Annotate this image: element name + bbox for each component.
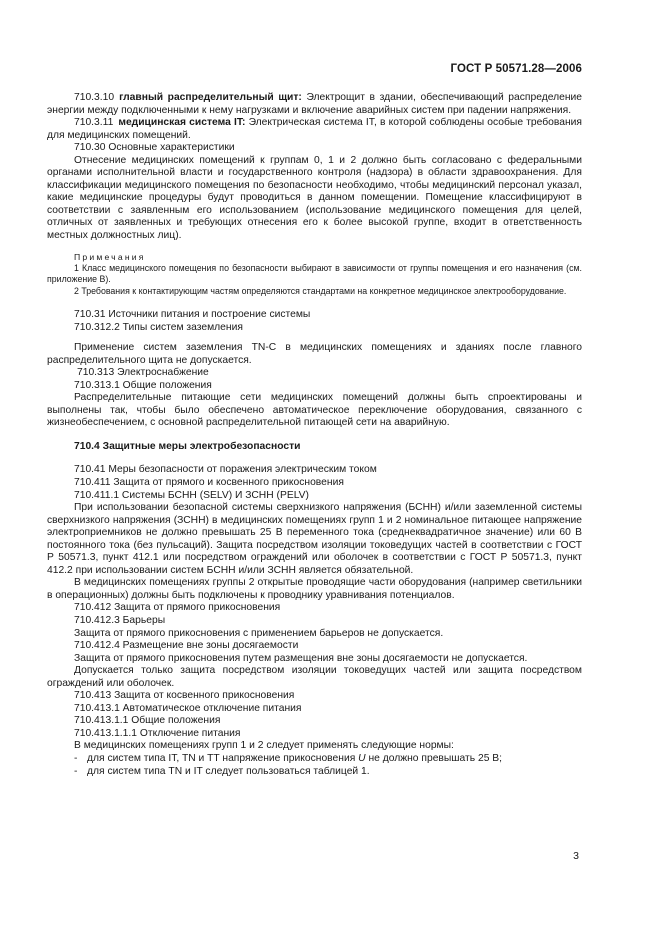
- page-number: 3: [573, 850, 579, 862]
- dash-list-item: [47, 753, 582, 766]
- spacer: [47, 453, 582, 464]
- list-dash: -: [74, 753, 78, 764]
- clause-heading: 710.30 Основные характеристики: [74, 142, 235, 154]
- clause-heading: 710.413 Защита от косвенного прикосновения: [74, 690, 295, 702]
- clause-heading: 710.413.1.1 Общие положения: [74, 715, 221, 727]
- list-dash: -: [74, 765, 78, 777]
- clause-heading: 710.411 Защита от прямого и косвенного прикосновения: [74, 476, 344, 488]
- body-paragraph: Защита от прямого прикосновения путем размещения вне зоны досягаемости не допускается.: [74, 652, 528, 664]
- body-paragraph: В медицинских помещениях группы 2 открытые проводящие части оборудования (например светильники в операционных) должны быть подключены к проводнику уравнивания потенциалов.: [47, 577, 582, 601]
- clause-heading: 710.413.1 Автоматическое отключение питания: [74, 702, 302, 714]
- clause-heading: 710.313.1 Общие положения: [74, 379, 212, 391]
- clause-number: 710.3.10: [74, 92, 115, 103]
- body-paragraph: Распределительные питающие сети медицинских помещений должны быть спроектированы и выполнены так, чтобы было обеспечено автоматическое переключение оборудования, связанного с жизнеобеспечением, с основной распределительной питающей сети на аварийную.: [47, 392, 582, 429]
- clause-heading: 710.313 Электроснабжение: [77, 367, 209, 379]
- body-paragraph: Отнесение медицинских помещений к группам 0, 1 и 2 должно быть согласовано с федеральными органами исполнительной власти и государственного контроля (надзора) в области здравоохранения. Для классификации медицинского помещения по безопасности необходимо, чтобы медицинский персонал указал, какие медицинские процедуры будут проводиться в данном помещении. Помещение классифицируют в соответствии с заявленным его использованием (использование медицинского помещения для целей, отличных от заявленных и требующих отнесения его к более высокой группе, входит в ответственность местных должностных лиц).: [47, 154, 582, 242]
- clause-heading: 710.412.3 Барьеры: [74, 614, 166, 626]
- clause-heading: 710.31 Источники питания и построение системы: [74, 308, 311, 320]
- document-body: [47, 92, 582, 778]
- spacer: [47, 298, 582, 309]
- body-paragraph: В медицинских помещениях групп 1 и 2 следует применять следующие нормы:: [74, 740, 454, 752]
- clause-heading: 710.413.1.1.1 Отключение питания: [74, 727, 241, 739]
- definition-text: Электрощит в здании, обеспечивающий распределение энергии между подключенными к нему нагрузками и включение аварийных систем при падении напряжения.: [47, 92, 583, 116]
- list-item-text: для систем типа TN и IT следует пользоваться таблицей 1.: [87, 765, 370, 777]
- notes-heading: Примечания: [74, 251, 146, 262]
- definition-text: Электрическая система IT, в которой соблюдены особые требования для медицинских помещений.: [47, 117, 582, 141]
- body-paragraph: Защита от прямого прикосновения с применением барьеров не допускается.: [74, 627, 444, 639]
- note-item: 1 Класс медицинского помещения по безопасности выбирают в зависимости от группы помещения и его назначения (см. приложение B).: [47, 262, 582, 285]
- defined-term: медицинская система IT:: [118, 117, 246, 129]
- section-heading: 710.4 Защитные меры электробезопасности: [74, 440, 301, 452]
- body-paragraph: Допускается только защита посредством изоляции токоведущих частей или защита посредством ограждений или оболочек.: [47, 665, 582, 689]
- list-item-text: для систем типа IT, TN и TT напряжение прикосновения U не должно превышать 25 В;: [87, 753, 503, 764]
- clause-number: 710.3.11: [74, 117, 114, 129]
- body-paragraph: Применение систем заземления TN-C в медицинских помещениях и зданиях после главного распределительного щита не допускается.: [47, 342, 582, 366]
- clause-heading: 710.411.1 Системы БСНН (SELV) И ЗСНН (PELV): [74, 489, 309, 501]
- definition-clause: [47, 92, 582, 117]
- variable-u: U: [358, 753, 366, 764]
- spacer: [47, 334, 582, 342]
- document-number-header: ГОСТ Р 50571.28—2006: [450, 63, 582, 75]
- note-item: 2 Требования к контактирующим частям определяются стандартами на конкретное медицинское электрооборудование.: [74, 286, 567, 297]
- body-paragraph: При использовании безопасной системы сверхнизкого напряжения (БСНН) и/или заземленной системы сверхнизкого напряжения (ЗСНН) в медицинских помещениях групп 1 и 2 номинальное питающее напряжение электроприемников не должно превышать 25 В переменного тока (среднеквадратичное значение) или 60 В постоянного тока (без пульсаций). Защита посредством изоляции токоведущих частей в соответствии с ГОСТ Р 50571.3, пункт 412.1 или посредством ограждений или оболочек в соответствии с ГОСТ Р 50571.3, пункт 412.2 при использовании систем БСНН и/или ЗСНН является обязательной.: [47, 502, 582, 576]
- clause-heading: 710.41 Меры безопасности от поражения электрическим током: [74, 464, 377, 476]
- definition-clause: [47, 117, 582, 142]
- clause-heading: 710.412.4 Размещение вне зоны досягаемости: [74, 640, 299, 652]
- dash-list-item: [47, 766, 582, 779]
- defined-term: главный распределительный щит:: [119, 92, 302, 103]
- spacer: [47, 430, 582, 441]
- clause-heading: 710.412 Защита от прямого прикосновения: [74, 602, 281, 614]
- clause-heading: 710.312.2 Типы систем заземления: [74, 321, 243, 333]
